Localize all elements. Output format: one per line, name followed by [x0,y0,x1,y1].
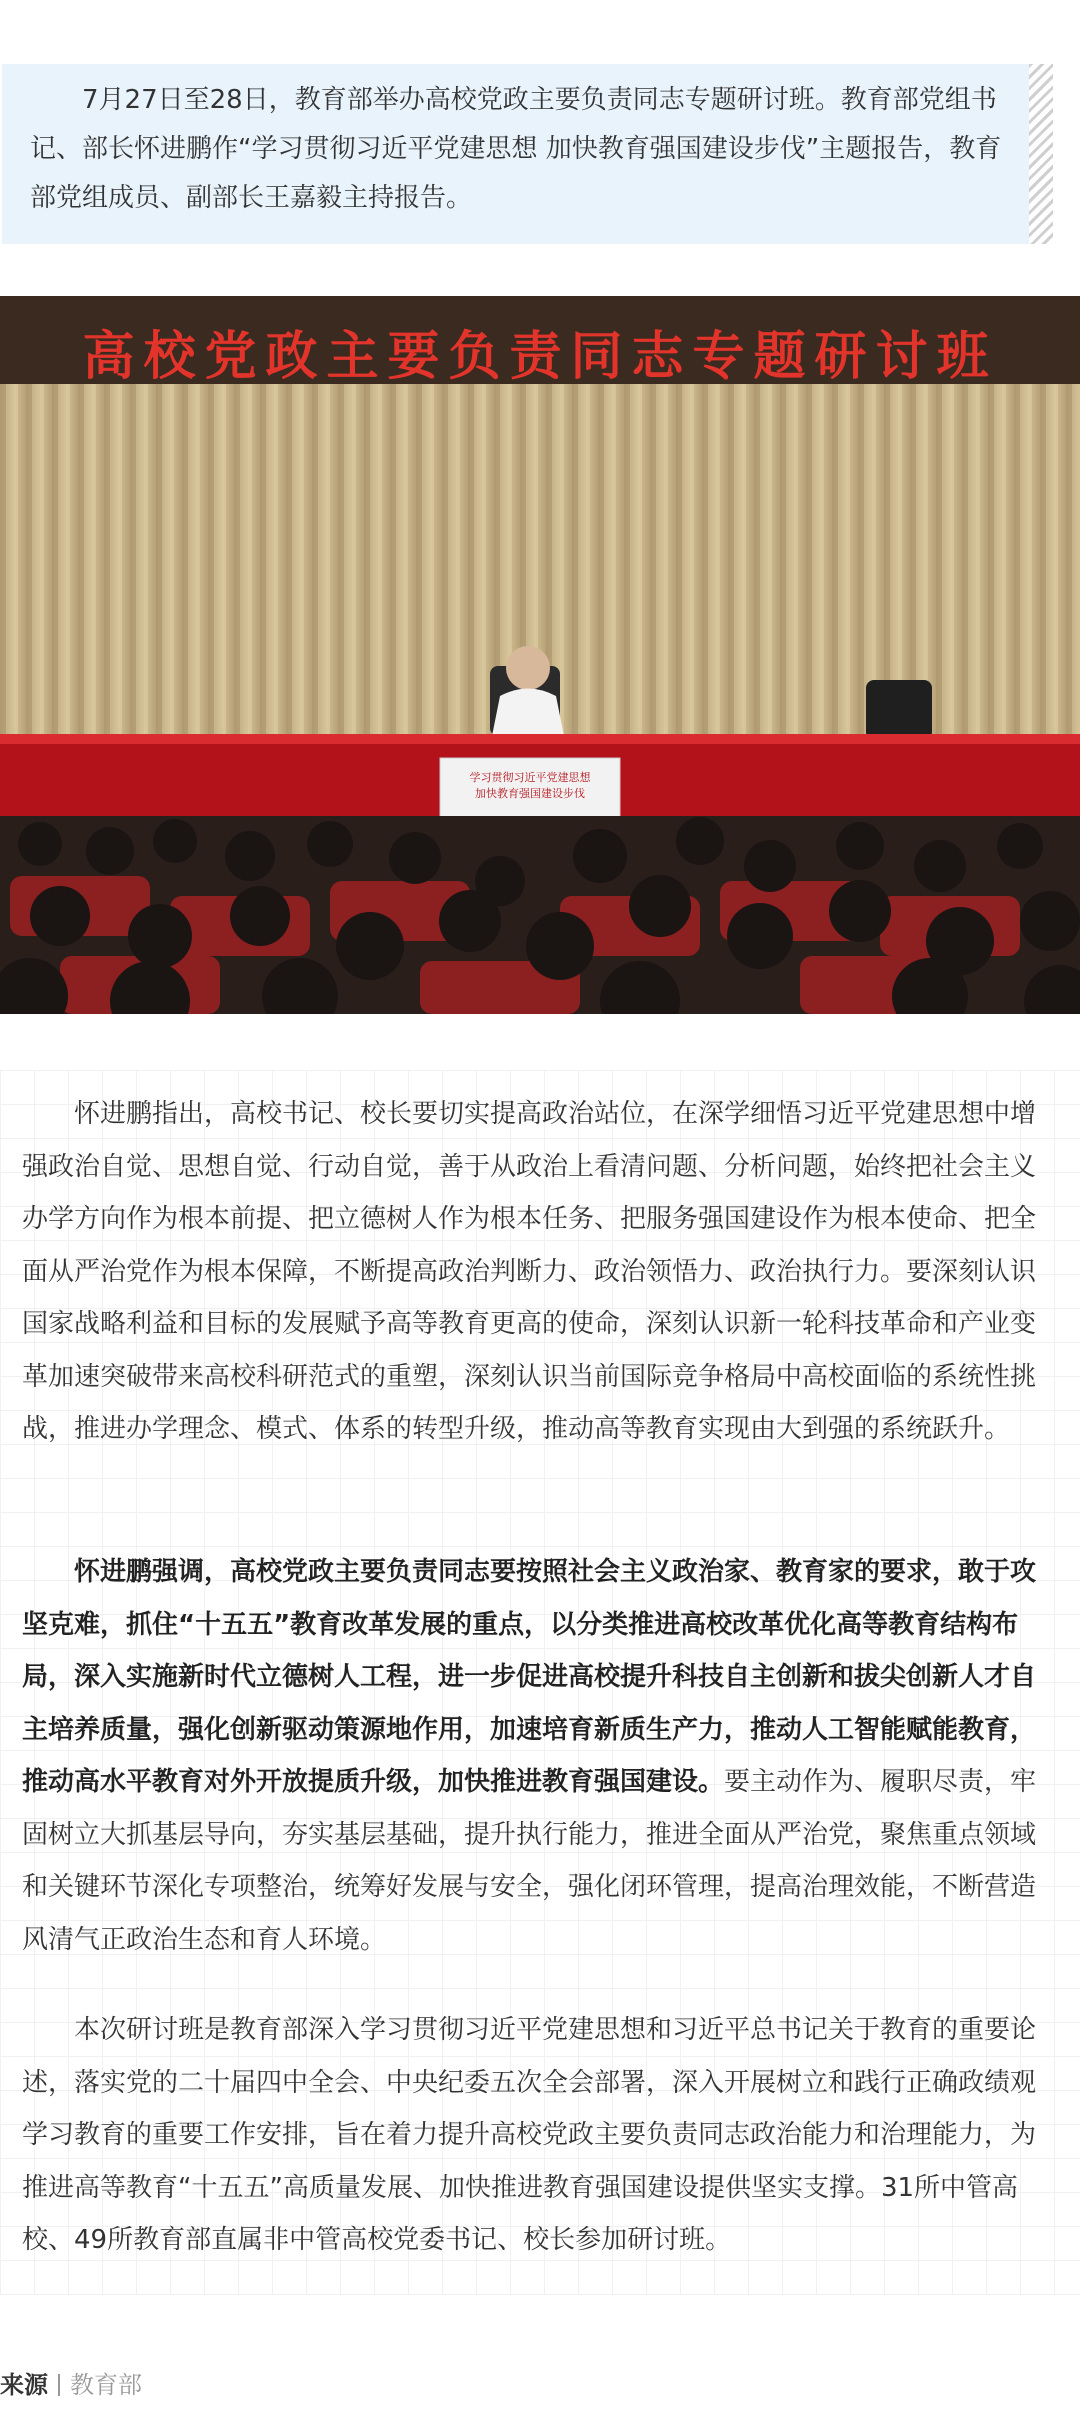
source-line [0,2370,142,2400]
banner-title: 高校党政主要负责同志专题研讨班 [82,327,998,387]
article-paragraph-text: 要主动作为、履职尽责，牢固树立大抓基层导向，夯实基层基础，提升执行能力，推进全面从严治党，聚焦重点领域和关键环节深化专项整治，统筹好发展与安全，强化闭环管理，提高治理效能，不断营造风清气正政治生态和育人环境。 [22,1767,1037,1955]
source-label: 来源 [0,2371,48,2399]
podium-sign [440,770,620,802]
intro-box [2,64,1053,244]
podium-line: 学习贯彻习近平党建思想 [469,771,591,784]
news-photo [0,296,1080,1014]
news-photo-drawing [0,296,1080,1014]
article-paragraph: 本次研讨班是教育部深入学习贯彻习近平党建思想和习近平总书记关于教育的重要论述，落实党的二十届四中全会、中央纪委五次全会部署，深入开展树立和践行正确政绩观学习教育的重要工作安排，旨在着力提升高校党政主要负责同志政治能力和治理能力，为推进高等教育“十五五”高质量发展、加快推进教育强国建设提供坚实支撑。31所中管高校、49所教育部直属非中管高校党委书记、校长参加研讨班。 [22,2015,1037,2255]
podium-line: 加快教育强国建设步伐 [475,787,585,800]
intro-stripe-decoration [1029,64,1053,244]
source-value: 教育部 [70,2371,142,2399]
source-divider [58,2374,60,2396]
intro-text: 7月27日至28日，教育部举办高校党政主要负责同志专题研讨班。教育部党组书记、部长怀进鹏作“学习贯彻习近平党建思想 加快教育强国建设步伐”主题报告，教育部党组成员、副部长王嘉毅主持报告。 [30,85,1002,213]
article-paragraph-emphasis: 怀进鹏强调，高校党政主要负责同志要按照社会主义政治家、教育家的要求，敢于攻坚克难，抓住“十五五”教育改革发展的重点，以分类推进高校改革优化高等教育结构布局，深入实施新时代立德树人工程，进一步促进高校提升科技自主创新和拔尖创新人才自主培养质量，强化创新驱动策源地作用，加速培育新质生产力，推动人工智能赋能教育，推动高水平教育对外开放提质升级，加快推进教育强国建设。 [22,1557,1037,1797]
article-paragraph [22,1546,1058,1966]
article-paragraph: 怀进鹏指出，高校书记、校长要切实提高政治站位，在深学细悟习近平党建思想中增强政治自觉、思想自觉、行动自觉，善于从政治上看清问题、分析问题，始终把社会主义办学方向作为根本前提、把立德树人作为根本任务、把服务强国建设作为根本使命、把全面从严治党作为根本保障，不断提高政治判断力、政治领悟力、政治执行力。要深刻认识国家战略利益和目标的发展赋予高等教育更高的使命，深刻认识新一轮科技革命和产业变革加速突破带来高校科研范式的重塑，深刻认识当前国际竞争格局中高校面临的系统性挑战，推进办学理念、模式、体系的转型升级，推动高等教育实现由大到强的系统跃升。 [22,1099,1037,1444]
